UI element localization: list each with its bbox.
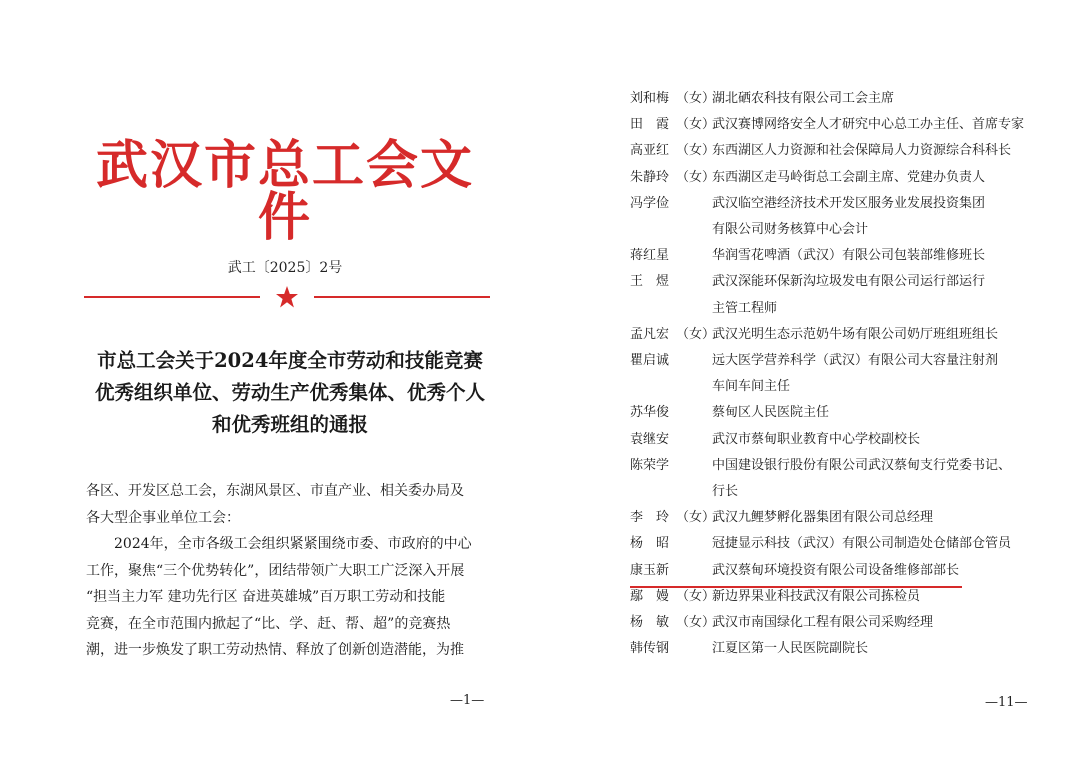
document-number: 武工〔2025〕2号 bbox=[227, 260, 343, 276]
entry-position: 行长 bbox=[712, 484, 739, 500]
list-item bbox=[630, 296, 1070, 322]
list-item bbox=[630, 427, 1070, 453]
entry-name: 杨 昭 bbox=[630, 536, 670, 552]
entry-gender bbox=[676, 348, 712, 374]
title-line: 优秀组织单位、劳动生产优秀集体、优秀个人 bbox=[94, 381, 485, 404]
entry-position: 远大医学营养科学（武汉）有限公司大容量注射剂 bbox=[712, 353, 999, 369]
entry-gender bbox=[676, 453, 712, 479]
entry-position: 东西湖区走马岭街总工会副主席、党建办负责人 bbox=[712, 169, 986, 185]
entry-name: 孟凡宏 bbox=[630, 326, 670, 342]
star-icon bbox=[275, 285, 299, 309]
entry-gender: （女） bbox=[676, 615, 716, 631]
entry-position: 武汉临空港经济技术开发区服务业发展投资集团 bbox=[712, 195, 986, 211]
list-item bbox=[630, 453, 1070, 479]
list-item bbox=[630, 479, 1070, 505]
body-line: 各区、开发区总工会，东湖风景区、市直产业、相关委办局及 bbox=[86, 483, 464, 499]
list-item bbox=[630, 191, 1070, 217]
list-item bbox=[630, 531, 1070, 557]
entry-position: 主管工程师 bbox=[712, 300, 778, 316]
body-line: 2024年，全市各级工会组织紧紧围绕市委、市政府的中心 bbox=[114, 536, 472, 552]
list-item bbox=[630, 86, 1070, 112]
entry-name: 康玉新 bbox=[630, 562, 670, 578]
entry-position: 中国建设银行股份有限公司武汉蔡甸支行党委书记、 bbox=[712, 457, 1012, 473]
entry-name: 李 玲 bbox=[630, 510, 670, 526]
page-number: —11— bbox=[985, 695, 1028, 710]
divider-line-right bbox=[314, 296, 490, 298]
list-item bbox=[630, 558, 1070, 584]
right-page bbox=[560, 0, 1080, 779]
list-item bbox=[630, 112, 1070, 138]
entry-position: 江夏区第一人民医院副院长 bbox=[712, 641, 869, 657]
entry-name: 田 霞 bbox=[630, 117, 670, 133]
list-item bbox=[630, 322, 1070, 348]
entry-position: 蔡甸区人民医院主任 bbox=[712, 405, 830, 421]
entry-name: 王 煜 bbox=[630, 274, 670, 290]
entry-position: 武汉市南国绿化工程有限公司采购经理 bbox=[712, 615, 934, 631]
entry-position: 有限公司财务核算中心会计 bbox=[712, 222, 869, 238]
entry-name: 陈荣学 bbox=[630, 457, 670, 473]
entry-position: 武汉深能环保新沟垃圾发电有限公司运行部运行 bbox=[712, 274, 986, 290]
body-line: 竞赛，在全市范围内掀起了“比、学、赶、帮、超”的竞赛热 bbox=[86, 615, 451, 632]
entry-name: 袁继安 bbox=[630, 431, 670, 447]
list-item bbox=[630, 374, 1070, 400]
entry-gender bbox=[676, 400, 712, 426]
document-title bbox=[70, 345, 510, 441]
list-item bbox=[630, 610, 1070, 636]
list-item bbox=[630, 400, 1070, 426]
entry-name: 鄢 嫚 bbox=[630, 588, 670, 604]
entry-name: 高亚红 bbox=[630, 143, 670, 159]
entry-gender: （女） bbox=[676, 510, 716, 526]
document-header: 武汉市总工会文件 bbox=[95, 135, 474, 248]
entry-position: 新边界果业科技武汉有限公司拣检员 bbox=[712, 588, 921, 604]
body-line: 潮，进一步焕发了职工劳动热情、释放了创新创造潜能，为推 bbox=[86, 642, 464, 658]
page-number: —1— bbox=[450, 693, 485, 708]
entry-position: 冠捷显示科技（武汉）有限公司制造处仓储部仓管员 bbox=[712, 536, 1012, 552]
entry-name: 朱静玲 bbox=[630, 169, 670, 185]
entry-gender: （女） bbox=[676, 117, 716, 133]
entry-position: 湖北硒农科技有限公司工会主席 bbox=[712, 91, 895, 106]
title-line: 市总工会关于2024年度全市劳动和技能竞赛 bbox=[97, 349, 483, 372]
entry-position: 武汉光明生态示范奶牛场有限公司奶厅班组班组长 bbox=[712, 326, 999, 342]
entry-gender: （女） bbox=[676, 91, 716, 106]
entry-name: 冯学俭 bbox=[630, 195, 670, 211]
list-item bbox=[630, 269, 1070, 295]
entry-gender bbox=[676, 636, 712, 662]
entry-gender bbox=[676, 243, 712, 269]
entry-gender: （女） bbox=[676, 588, 716, 604]
entry-position: 武汉九鲤梦孵化器集团有限公司总经理 bbox=[712, 510, 934, 526]
entry-position: 武汉市蔡甸职业教育中心学校副校长 bbox=[712, 431, 921, 447]
list-item bbox=[630, 348, 1070, 374]
entry-position: 武汉赛博网络安全人才研究中心总工办主任、首席专家 bbox=[712, 117, 1025, 133]
honoree-list bbox=[630, 86, 1070, 662]
red-divider bbox=[84, 285, 490, 309]
entry-name: 刘和梅 bbox=[630, 91, 670, 106]
entry-name: 杨 敏 bbox=[630, 615, 670, 631]
body-line: 工作，聚焦“三个优势转化”，团结带领广大职工广泛深入开展 bbox=[86, 562, 465, 579]
entry-gender bbox=[676, 191, 712, 217]
entry-gender bbox=[676, 427, 712, 453]
entry-gender bbox=[676, 269, 712, 295]
list-item bbox=[630, 138, 1070, 164]
list-item bbox=[630, 217, 1070, 243]
entry-gender: （女） bbox=[676, 326, 716, 342]
entry-name: 瞿启诚 bbox=[630, 353, 670, 369]
body-text bbox=[86, 478, 501, 664]
body-line: 各大型企事业单位工会： bbox=[86, 509, 240, 526]
title-line: 和优秀班组的通报 bbox=[211, 413, 368, 436]
entry-gender bbox=[676, 531, 712, 557]
list-item bbox=[630, 243, 1070, 269]
entry-gender bbox=[676, 558, 712, 584]
body-line: “担当主力军 建功先行区 奋进英雄城”百万职工劳动和技能 bbox=[86, 589, 446, 605]
entry-gender: （女） bbox=[676, 143, 716, 159]
entry-position: 东西湖区人力资源和社会保障局人力资源综合科科长 bbox=[712, 143, 1012, 159]
entry-position: 武汉蔡甸环境投资有限公司设备维修部部长 bbox=[712, 562, 960, 578]
entry-name: 蒋红星 bbox=[630, 248, 670, 264]
list-item bbox=[630, 636, 1070, 662]
entry-gender: （女） bbox=[676, 169, 716, 185]
entry-position: 华润雪花啤酒（武汉）有限公司包装部维修班长 bbox=[712, 248, 986, 264]
entry-position: 车间车间主任 bbox=[712, 379, 791, 395]
entry-name: 苏华俊 bbox=[630, 405, 670, 421]
highlight-underline bbox=[630, 586, 962, 588]
list-item bbox=[630, 505, 1070, 531]
entry-name: 韩传钢 bbox=[630, 641, 670, 657]
divider-line-left bbox=[84, 296, 260, 298]
list-item bbox=[630, 165, 1070, 191]
